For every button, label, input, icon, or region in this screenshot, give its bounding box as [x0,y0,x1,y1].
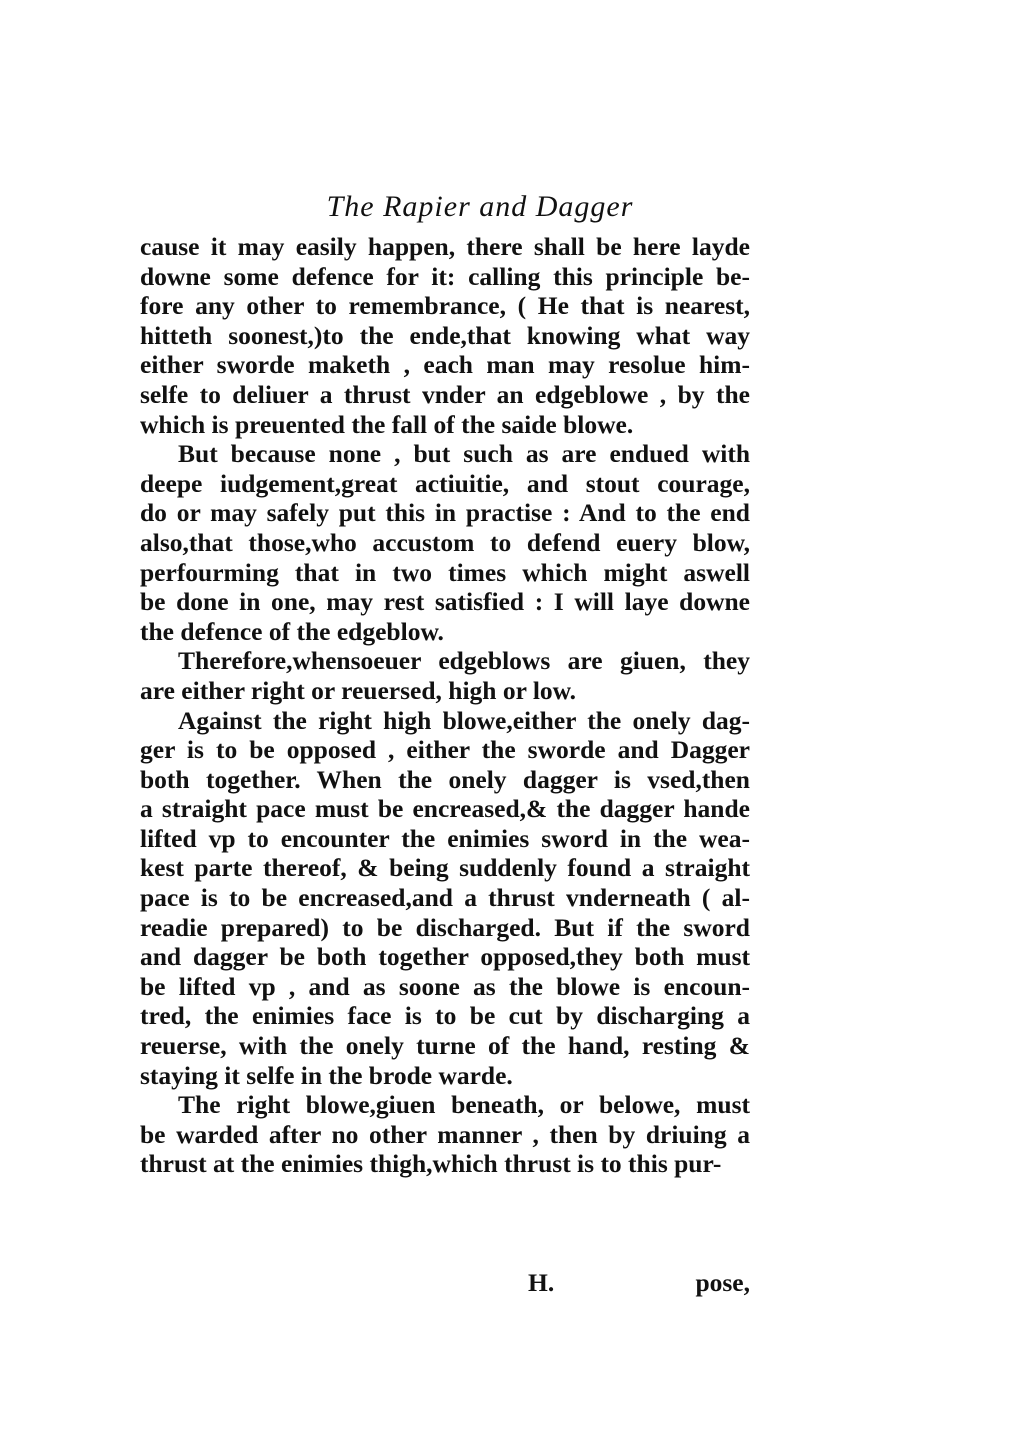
paragraph [140,439,750,646]
text-line: tred, the enimies face is to be cut by discharging a [140,1001,750,1031]
paragraph [140,232,750,439]
text-line: reuerse, with the onely turne of the hand, resting & [140,1031,750,1061]
text-line: pace is to be encreased,and a thrust vnderneath ( al- [140,883,750,913]
text-line: perfourming that in two times which might aswell [140,557,750,587]
text-line: be warded after no other manner , then by driuing a [140,1119,750,1149]
signature-mark: H. [528,1268,555,1297]
text-line: selfe to deliuer a thrust vnder an edgeblowe , by the [140,379,750,409]
text-line: which is preuented the fall of the saide blowe. [140,409,634,439]
text-line: and dagger be both together opposed,they both must [140,942,750,972]
catchword: pose, [695,1268,750,1297]
paragraph [140,646,750,705]
text-line: be lifted vp , and as soone as the blowe is encoun- [140,971,750,1001]
text-line: thrust at the enimies thigh,which thrust is to this pur- [140,1149,722,1179]
text-line: The right blowe,giuen beneath, or belowe, must [178,1090,750,1120]
text-line: ger is to be opposed , either the sworde and Dagger [140,735,750,765]
text-line: are either right or reuersed, high or low. [140,675,577,705]
text-line: deepe iudgement,great actiuitie, and stout courage, [140,468,750,498]
paragraph [140,1090,750,1179]
text-line: the defence of the edgeblow. [140,616,444,646]
text-line: also,that those,who accustom to defend euery blow, [140,527,750,557]
text-line: either sworde maketh , each man may resolue him- [140,350,750,380]
text-line: readie prepared) to be discharged. But if the sword [140,912,750,942]
text-line: both together. When the onely dagger is vsed,then [140,764,750,794]
body-text [140,232,750,1179]
text-line: lifted vp to encounter the enimies sword in the wea- [140,823,750,853]
text-line: Against the right high blowe,either the onely dag- [178,705,750,735]
text-line: Therefore,whensoeuer edgeblows are giuen, they [178,646,750,676]
book-page [140,190,750,1179]
text-line: a straight pace must be encreased,& the dagger hande [140,794,750,824]
paragraph [140,706,750,1091]
text-line: fore any other to remembrance, ( He that is nearest, [140,291,750,321]
text-line: cause it may easily happen, there shall be here layde [140,232,750,261]
text-line: downe some defence for it: calling this principle be- [140,261,750,291]
text-line: hitteth soonest,)to the ende,that knowing what way [140,320,750,350]
text-line: kest parte thereof, & being suddenly found a straight [140,853,750,883]
text-line: staying it selfe in the brode warde. [140,1060,513,1090]
text-line: be done in one, may rest satisfied : I will laye downe [140,587,750,617]
page-footer [140,1268,750,1298]
text-line: do or may safely put this in practise : And to the end [140,498,750,528]
text-line: But because none , but such as are endued with [178,439,750,469]
running-head: The Rapier and Dagger [326,190,634,223]
